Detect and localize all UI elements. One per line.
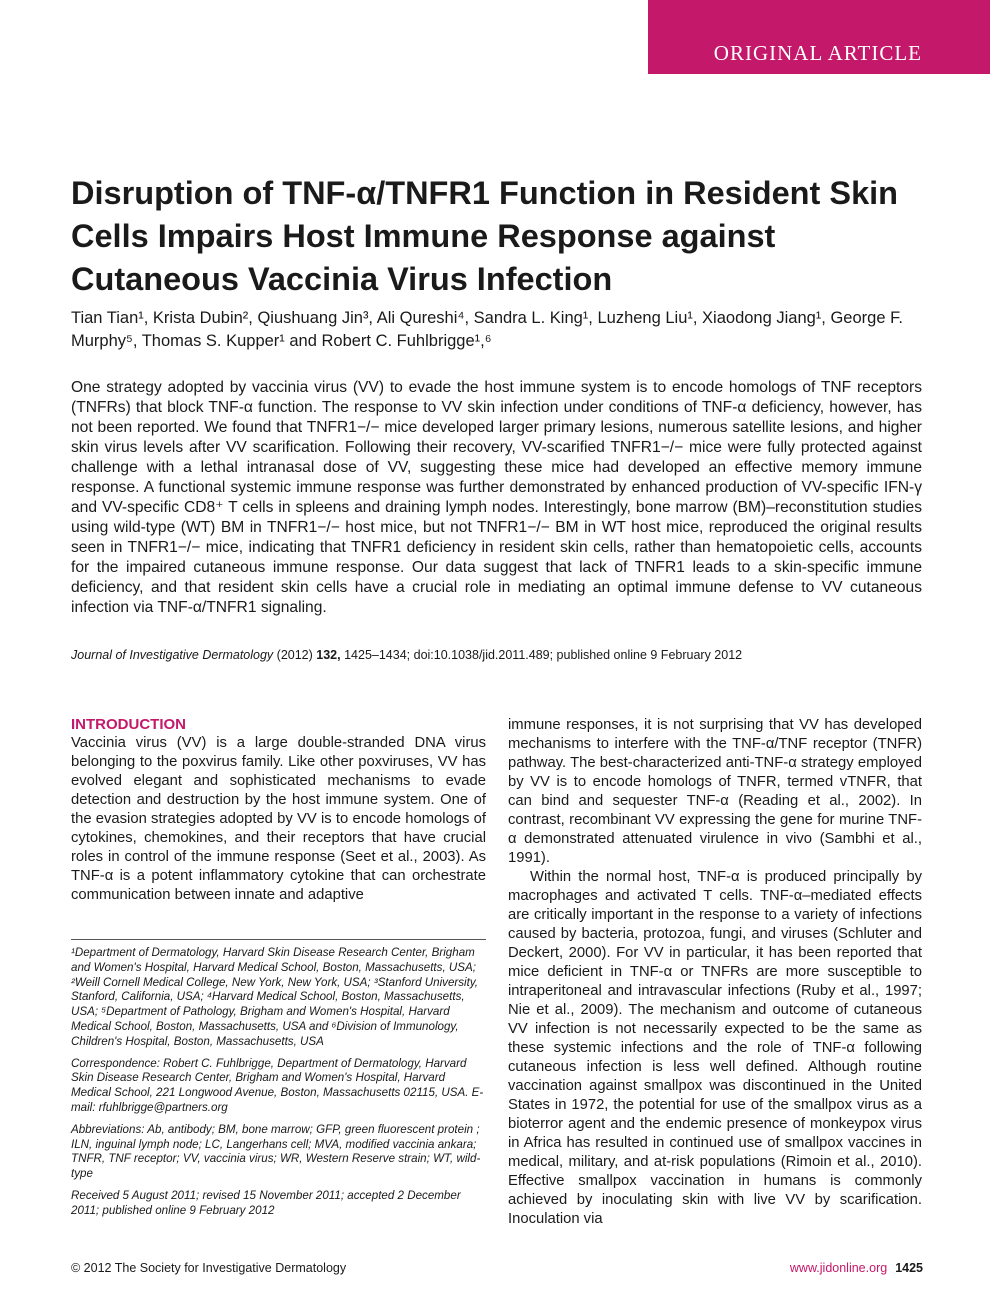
article-title: Disruption of TNF-α/TNFR1 Function in Resident Skin Cells Impairs Host Immune Response against Cutaneous Vaccinia Virus Infection xyxy=(71,175,899,297)
citation-details: 1425–1434; doi:10.1038/jid.2011.489; published online 9 February 2012 xyxy=(340,648,743,662)
received-footnote: Received 5 August 2011; revised 15 November 2011; accepted 2 December 2011; published online 9 February 2012 xyxy=(71,1188,461,1217)
footnote-divider xyxy=(71,939,486,940)
footer-copyright: © 2012 The Society for Investigative Dermatology xyxy=(71,1261,347,1275)
article-type-banner xyxy=(648,0,990,74)
page-number: 1425 xyxy=(895,1261,923,1275)
author-list: Tian Tian¹, Krista Dubin², Qiushuang Jin³, Ali Qureshi⁴, Sandra L. King¹, Luzheng Liu¹, Xiaodong Jiang¹, George F. Murphy⁵, Thomas S. Kupper¹ and Robert C. Fuhlbrigge¹,⁶ xyxy=(71,309,903,350)
article-type-label: ORIGINAL ARTICLE xyxy=(713,41,922,65)
abbreviations-footnote: Abbreviations: Ab, antibody; BM, bone marrow; GFP, green fluorescent protein ; ILN, inguinal lymph node; LC, Langerhans cell; MVA, modified vaccinia ankara; TNFR, TNF receptor; VV, vaccinia virus; WR, Western Reserve strain; WT, wild-type xyxy=(71,1122,481,1181)
affiliations-footnote: ¹Department of Dermatology, Harvard Skin Disease Research Center, Brigham and Women's Hospital, Harvard Medical School, Boston, Massachusetts, USA; ²Weill Cornell Medical College, New York, New York, USA; ³Stanford University, Stanford, California, USA; ⁴Harvard Medical School, Boston, Massachusetts, USA; ⁵Department of Pathology, Brigham and Women's Hospital, Harvard Medical School, Boston, Massachusetts, USA and ⁶Division of Immunology, Children's Hospital, Boston, Massachusetts, USA xyxy=(71,946,479,1048)
footer-right xyxy=(790,1261,923,1275)
introduction-paragraph-right-1: immune responses, it is not surprising that VV has developed mechanisms to interfere with the TNF-α/TNF receptor (TNFR) pathway. The best-characterized anti-TNF-α strategy employed by VV is to encode homologs of TNFR, termed vTNFR, that can bind and sequester TNF-α (Reading et al., 2002). In contrast, recombinant VV expressing the gene for murine TNF-α demonstrated attenuated virulence in vivo (Sambhi et al., 1991). xyxy=(508,717,922,866)
introduction-paragraph-right-2: Within the normal host, TNF-α is produced principally by macrophages and activated T cells. TNF-α–mediated effects are critically important in the response to a variety of infections caused by bacteria, protozoa, fungi, and viruses (Schluter and Deckert, 2000). For VV in particular, it has been reported that mice deficient in TNF-α or TNFRs are more susceptible to intraperitoneal and intravascular infections (Ruby et al., 1997; Nie et al., 2009). The mechanism and outcome of cutaneous VV infection is not necessarily expected to be the same as these systemic infections and the role of TNF-α following cutaneous infection is less well defined. Although routine vaccination against smallpox was discontinued in the United States in 1972, the potential for use of the smallpox virus as a bioterror agent and the endemic presence of monkeypox virus in Africa has resulted in continued use of smallpox vaccines in medical, military, and at-risk populations (Rimoin et al., 2010). Effective smallpox vaccination in humans is commonly achieved by inoculating skin with live VV by scarification. Inoculation via xyxy=(508,869,922,1227)
correspondence-footnote: Correspondence: Robert C. Fuhlbrigge, Department of Dermatology, Harvard Skin Disease Research Center, Brigham and Women's Hospital, Harvard Medical School, 221 Longwood Avenue, Boston, Massachusetts 02115, USA. E-mail: rfuhlbrigge@partners.org xyxy=(71,1056,484,1114)
citation-year: (2012) xyxy=(273,648,317,662)
citation-line xyxy=(71,647,931,663)
abstract: One strategy adopted by vaccinia virus (VV) to evade the host immune system is to encode homologs of TNF receptors (TNFRs) that block TNF-α function. The response to VV skin infection under conditions of TNF-α deficiency, however, has not been reported. We found that TNFR1−/− mice developed larger primary lesions, numerous satellite lesions, and higher skin virus levels after VV scarification. Following their recovery, VV-scarified TNFR1−/− mice were fully protected against challenge with a lethal intranasal dose of VV, suggesting these mice had developed an effective memory immune response. A functional systemic immune response was further demonstrated by enhanced production of VV-specific IFN-γ and VV-specific CD8⁺ T cells in spleens and draining lymph nodes. Interestingly, bone marrow (BM)–reconstitution studies using wild-type (WT) BM in TNFR1−/− host mice, but not TNFR1−/− BM in WT host mice, reproduced the original results seen in TNFR1−/− mice, indicating that TNFR1 deficiency in resident skin cells, rather than hematopoietic cells, accounts for the impaired cutaneous immune response. Our data suggest that lack of TNFR1 leads to a skin-specific immune deficiency, and that resident skin cells have a crucial role in mediating an optimal immune defense to VV cutaneous infection via TNF-α/TNFR1 signaling. xyxy=(71,379,922,616)
introduction-paragraph-left: Vaccinia virus (VV) is a large double-stranded DNA virus belonging to the poxvirus family. Like other poxviruses, VV has evolved elegant and sophisticated mechanisms to evade detection and destruction by the host immune system. One of the evasion strategies adopted by VV is to encode homologs of cytokines, chemokines, and their receptors that have crucial roles in control of the immune response (Seet et al., 2003). As TNF-α is a potent inflammatory cytokine that can orchestrate communication between innate and adaptive xyxy=(71,735,486,903)
introduction-heading: INTRODUCTION xyxy=(71,716,186,733)
footnotes xyxy=(71,946,486,1226)
journal-url-link[interactable]: www.jidonline.org xyxy=(789,1261,888,1275)
citation-volume: 132, xyxy=(316,648,341,662)
right-column xyxy=(508,716,922,1229)
journal-name: Journal of Investigative Dermatology xyxy=(71,648,274,662)
left-column xyxy=(71,715,486,905)
